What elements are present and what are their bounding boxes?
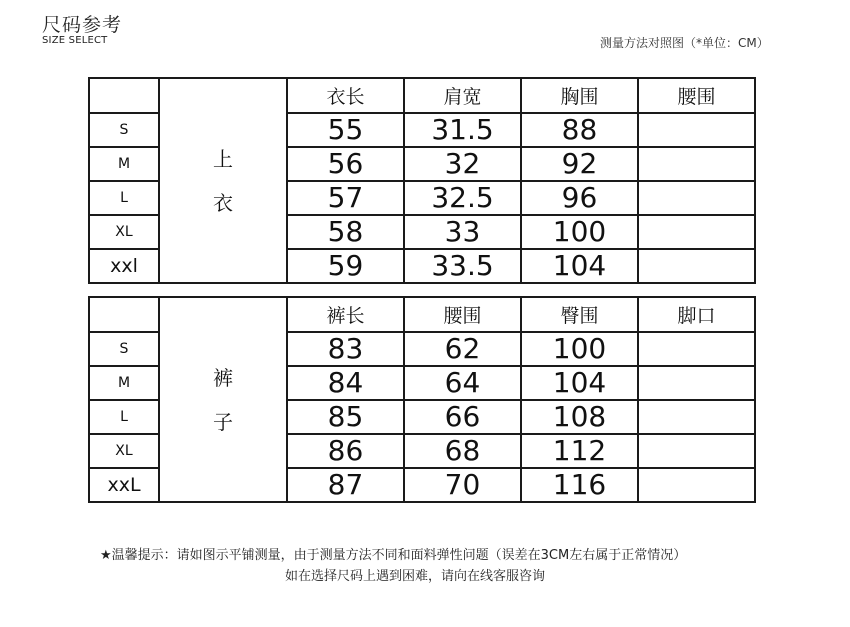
value-cell: [638, 332, 755, 366]
size-label: L: [89, 400, 159, 434]
value-cell: 64: [404, 366, 521, 400]
value-cell: 100: [521, 215, 638, 249]
column-header: 臀围: [521, 297, 638, 332]
column-header: 肩宽: [404, 78, 521, 113]
top-size-table: [88, 77, 756, 284]
value-cell: 112: [521, 434, 638, 468]
value-cell: 104: [521, 249, 638, 283]
category-cell: [159, 78, 287, 283]
page-subtitle: SIZE SELECT: [42, 35, 108, 46]
value-cell: 104: [521, 366, 638, 400]
value-cell: 85: [287, 400, 404, 434]
column-header: 腰围: [638, 78, 755, 113]
value-cell: [638, 181, 755, 215]
value-cell: 58: [287, 215, 404, 249]
empty-corner-cell: [89, 78, 159, 113]
value-cell: 68: [404, 434, 521, 468]
value-cell: [638, 366, 755, 400]
value-cell: 96: [521, 181, 638, 215]
value-cell: [638, 468, 755, 502]
value-cell: 56: [287, 147, 404, 181]
value-cell: 57: [287, 181, 404, 215]
value-cell: 66: [404, 400, 521, 434]
value-cell: 55: [287, 113, 404, 147]
value-cell: 31.5: [404, 113, 521, 147]
value-cell: 33.5: [404, 249, 521, 283]
value-cell: [638, 249, 755, 283]
table-header-row: [89, 78, 755, 113]
size-label: M: [89, 366, 159, 400]
column-header: 脚口: [638, 297, 755, 332]
unit-reference-note: 测量方法对照图（*单位：CM）: [600, 36, 769, 50]
value-cell: 70: [404, 468, 521, 502]
category-char: 上: [213, 146, 233, 171]
value-cell: [638, 215, 755, 249]
size-label: S: [89, 332, 159, 366]
value-cell: 84: [287, 366, 404, 400]
value-cell: 62: [404, 332, 521, 366]
measurement-tip: ★温馨提示：请如图示平铺测量，由于测量方法不同和面料弹性问题（误差在3CM左右属于正常情况）: [100, 548, 687, 563]
value-cell: 33: [404, 215, 521, 249]
bottom-size-table: [88, 296, 756, 503]
size-label: xxL: [89, 468, 159, 502]
value-cell: [638, 400, 755, 434]
page-title: 尺码参考: [42, 14, 123, 36]
value-cell: 87: [287, 468, 404, 502]
size-label: M: [89, 147, 159, 181]
category-cell: [159, 297, 287, 502]
value-cell: [638, 113, 755, 147]
size-label: L: [89, 181, 159, 215]
column-header: 裤长: [287, 297, 404, 332]
value-cell: 59: [287, 249, 404, 283]
size-label: XL: [89, 434, 159, 468]
value-cell: 92: [521, 147, 638, 181]
empty-corner-cell: [89, 297, 159, 332]
category-char: 子: [213, 409, 233, 434]
size-label: XL: [89, 215, 159, 249]
column-header: 腰围: [404, 297, 521, 332]
category-char: 衣: [213, 190, 233, 215]
value-cell: 116: [521, 468, 638, 502]
customer-service-tip: 如在选择尺码上遇到困难，请向在线客服咨询: [285, 569, 546, 584]
value-cell: 83: [287, 332, 404, 366]
value-cell: 108: [521, 400, 638, 434]
value-cell: [638, 434, 755, 468]
value-cell: 88: [521, 113, 638, 147]
value-cell: [638, 147, 755, 181]
value-cell: 100: [521, 332, 638, 366]
table-header-row: [89, 297, 755, 332]
value-cell: 32.5: [404, 181, 521, 215]
column-header: 胸围: [521, 78, 638, 113]
size-label: xxl: [89, 249, 159, 283]
column-header: 衣长: [287, 78, 404, 113]
size-label: S: [89, 113, 159, 147]
value-cell: 86: [287, 434, 404, 468]
value-cell: 32: [404, 147, 521, 181]
category-char: 裤: [213, 365, 233, 390]
